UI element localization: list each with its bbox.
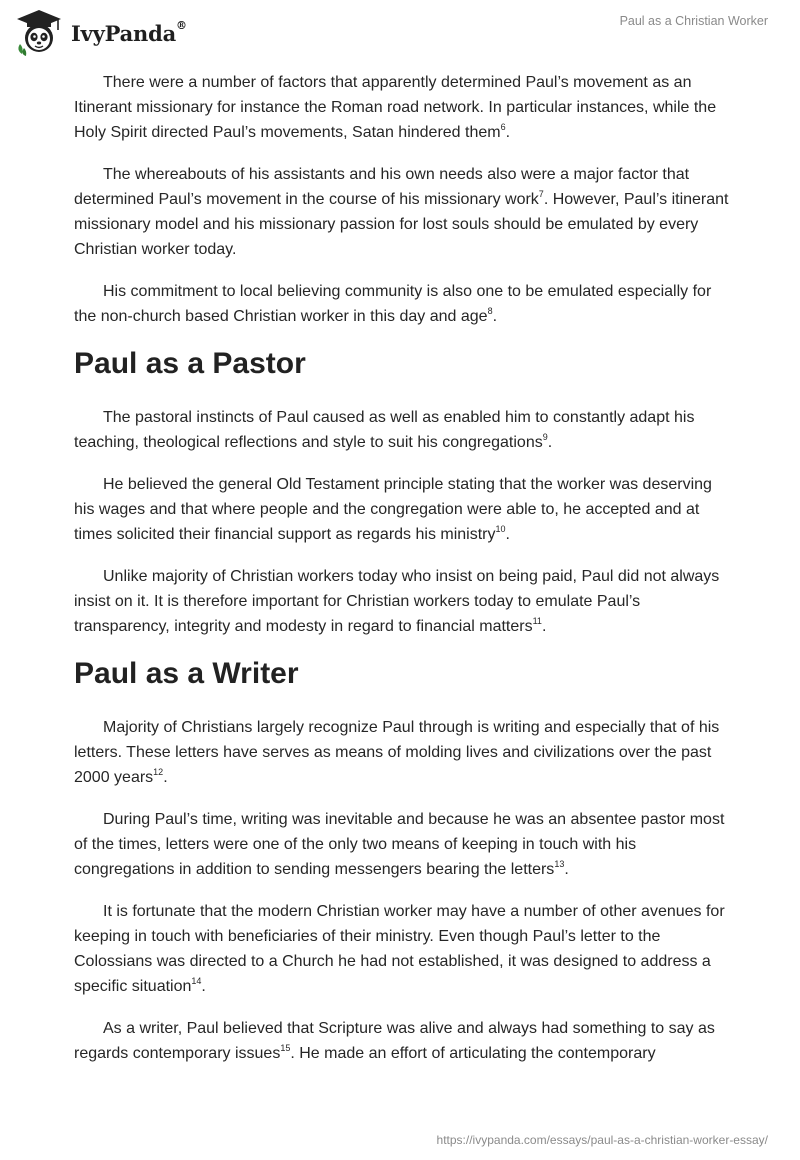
document-title: Paul as a Christian Worker xyxy=(619,14,768,28)
footnote-ref[interactable]: 14 xyxy=(191,975,202,986)
paragraph: The pastoral instincts of Paul caused as well as enabled him to constantly adapt his teaching, theological reflections and style to suit his congregations$^9$. xyxy=(74,409,695,451)
footnote-ref[interactable]: 11 xyxy=(532,615,542,626)
section-heading-pastor: Paul as a Pastor xyxy=(74,347,306,380)
paragraph: Majority of Christians largely recognize Paul through is writing and especially that of his letters. These letters have serves as means of molding lives and civilizations over the past 2000 years$^{12}$. xyxy=(74,719,720,786)
footnote-ref[interactable]: 7 xyxy=(538,188,544,199)
paragraph: During Paul’s time, writing was inevitable and because he was an absentee pastor most of the times, letters were one of the only two means of keeping in touch with his congregations in addition to sending messengers bearing the letters$^{13}$. xyxy=(74,811,725,878)
footnote-ref[interactable]: 15 xyxy=(280,1042,291,1053)
brand-name: IvyPanda® xyxy=(71,18,187,46)
source-url[interactable]: https://ivypanda.com/essays/paul-as-a-christian-worker-essay/ xyxy=(436,1133,768,1147)
paragraph: It is fortunate that the modern Christian worker may have a number of other avenues for keeping in touch with beneficiaries of their ministry. Even though Paul’s letter to the Colossians was directed to a Church he had not established, it was designed to address a specific situation$^{14}$. xyxy=(74,903,725,995)
footnote-ref[interactable]: 13 xyxy=(554,858,565,869)
paragraph: His commitment to local believing community is also one to be emulated especially for the non-church based Christian worker in this day and age$^8$. xyxy=(74,283,712,325)
paragraph: Unlike majority of Christian workers today who insist on being paid, Paul did not always insist on it. It is therefore important for Christian workers today to emulate Paul’s transparency, integrity and modesty in regard to financial matters$^{11}$. xyxy=(74,568,720,635)
panda-graduate-icon xyxy=(14,8,64,56)
paragraph: The whereabouts of his assistants and his own needs also were a major factor that determined Paul’s movement in the course of his missionary work$^7$. However, Paul’s itinerant missionary model and his missionary passion for lost souls should be emulated by every Christian worker today. xyxy=(74,166,729,258)
paragraph: As a writer, Paul believed that Scripture was alive and always had something to say as regards contemporary issues$^{15}$. He made an effort of articulating the contemporary xyxy=(74,1020,715,1062)
essay-body xyxy=(74,70,734,1083)
paragraph: There were a number of factors that apparently determined Paul’s movement as an Itinerant missionary for instance the Roman road network. In particular instances, while the Holy Spirit directed Paul’s movements, Satan hindered them$^6$. xyxy=(74,74,717,141)
section-heading-writer: Paul as a Writer xyxy=(74,657,299,690)
footnote-ref[interactable]: 12 xyxy=(153,766,164,777)
page-header xyxy=(0,0,800,64)
ivypanda-logo[interactable] xyxy=(14,8,187,56)
footnote-ref[interactable]: 9 xyxy=(542,431,548,442)
paragraph: He believed the general Old Testament principle stating that the worker was deserving his wages and that where people and the congregation were able to, he accepted and at times solicited their financial support as regards his ministry$^{10}$. xyxy=(74,476,712,543)
registered-mark: ® xyxy=(176,18,187,32)
footnote-ref[interactable]: 6 xyxy=(500,121,506,132)
footnote-ref[interactable]: 10 xyxy=(495,523,506,534)
footnote-ref[interactable]: 8 xyxy=(487,305,493,316)
